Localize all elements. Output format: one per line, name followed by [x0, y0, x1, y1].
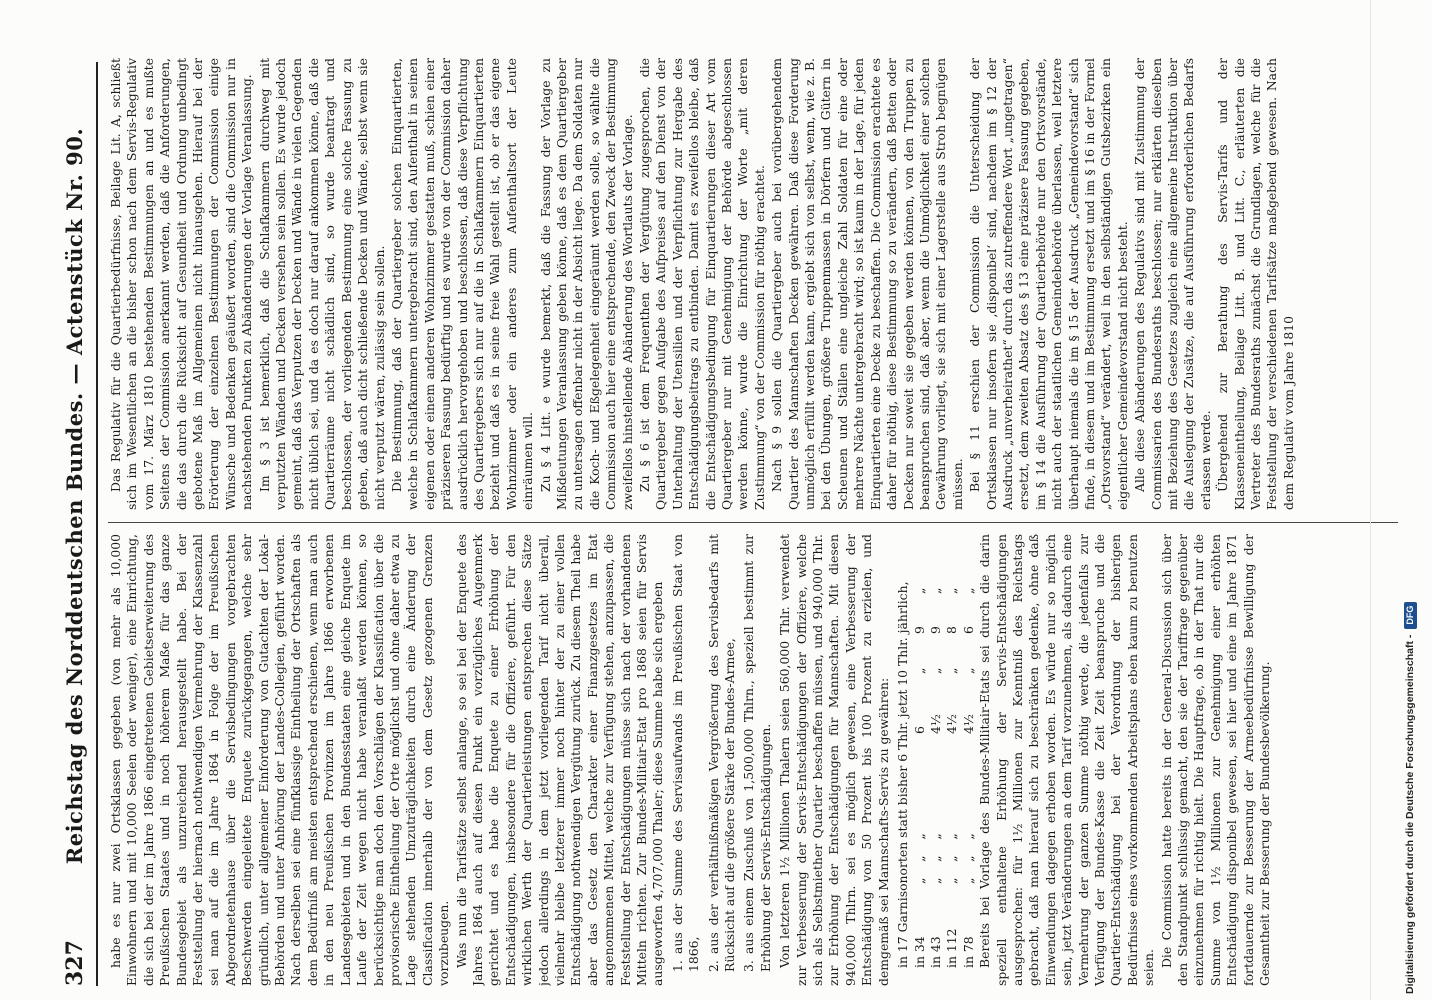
item-number: 1. — [669, 960, 685, 972]
garrison-count — [928, 884, 944, 968]
ditto-mark: „ — [960, 833, 976, 840]
right-column — [108, 58, 1408, 510]
numbered-item — [706, 534, 739, 972]
page-header — [58, 62, 92, 986]
garrison-count — [944, 884, 960, 968]
garrison-row — [928, 534, 944, 986]
paragraph: Bei § 11 erschien der Commission die Unterscheidung der Ortsklassen nur insofern sie ,disponibel‘ sind, nachdem im § 12 der Ausdruck „unverheirathet“ durch das zutreffendere Wort „ungetragen“ ersetzt, dem zweiten Absatz des § 13 eine präzisere Fassung gegeben, im § 14 die Ausführung der Quartierbehörde nur den Ortsvorstände, nicht auch der staatlichen Gemeindebehörde überlassen, weil letztere überhaupt niemals die im § 15 der Ausdruck „Gemeindevorstand“ sich finde, in diesem und im Bestimmung ersetzt und im § 16 in der Formel „Ortsvorstand“ verändert, weil in den selbständigen Gutsbezirken ein eigentlicher Gemeindevorstand nicht besteht. — [967, 58, 1130, 510]
dfg-logo: DFG — [1404, 602, 1417, 629]
ditto-mark: „ — [944, 877, 960, 884]
ditto-mark: „ — [927, 833, 943, 840]
paragraph: Nach § 9 sollen die Quartiergeber auch bei vorübergehendem Quartier des Mannschaften Decken gewähren. Daß diese Forderung unmöglich erfüllt werden kann, ergiebt sich von selbst, wenn, wie z. B. bei den Übungen, größere Truppenmassen in Dörfern und Gütern in Scheunen und Ställen eine ungleiche Zahl Soldaten für eine oder mehrere Nächte untergebracht wird; so ist kaum in der Lage, für jeden Einquartierten eine Decke zu beschaffen. Die Commission erachtete es daher für nöthig, diese Bestimmung so zu verändern, daß Betten oder Decken nur soweit sie gegeben werden können, von den Truppen zu beanspruchen sind, daß aber, wenn die Unmöglichkeit einer solchen Gewährung vorliegt, sie sich mit einer Lagerstelle aus Stroh begnügen müssen. — [769, 58, 965, 510]
ditto-mark: „ — [911, 587, 927, 594]
item-text: aus einem Zuschuß von 1,500,000 Thlrn., speziell bestimmt zur Erhöhung der Servis-Entschädigungen. — [741, 534, 773, 972]
garrison-row — [912, 534, 928, 986]
ditto-marks — [928, 734, 944, 884]
ditto-mark: „ — [944, 667, 960, 674]
credit-text: Digitalisierung gefördert durch die Deutsche Forschungsgemeinschaft - — [1404, 634, 1416, 994]
ditto-mark: „ — [960, 587, 976, 594]
ditto-mark: „ — [911, 877, 927, 884]
garrison-number: 43 — [927, 936, 943, 953]
page-number: 327 — [62, 940, 88, 986]
paragraph: Zu § 4 Litt. e wurde bemerkt, daß die Fassung der Vorlage zu Mißdeutungen Veranlassung geben könne, daß es dem Quartiergeber zu untersagen offenbar nicht in der Absicht liege. Da dem Soldaten nur die Koch- und Eßgelegenheit eingeräumt werden solle, so wählte die Commission auch hier eine entsprechende, den Zweck der Bestimmung zweifellos hinstellende Abänderung des Wortlauts der Vorlage. — [537, 58, 635, 510]
garrison-in: in — [911, 956, 927, 968]
new-rate: 6 — [960, 626, 976, 634]
garrison-number: 34 — [911, 936, 927, 953]
old-rate: 4½ — [927, 714, 943, 734]
paragraph: Von letzteren 1½ Millionen Thalern seien 560,000 Thlr. verwendet zur Verbesserung der Servis-Entschädigungen der Offiziere, welche sich als Selbstmiether Quartier beschaffen müssen, und 940,000 Thlr. zur Erhöhung der Entschädigungen für Mannschaften. Mit diesen 940,000 Thlrn. sei es möglich gewesen, eine Verbesserung der Entschädigung von 50 Prozent bis 100 Prozent zu erzielen, und demgemäß sei Mannschafts-Servis zu gewähren: — [777, 534, 891, 986]
item-number: 2. — [705, 960, 721, 972]
old-rate: 4½ — [960, 714, 976, 734]
paragraph: Die Bestimmung, daß der Quartiergeber solchen Einquartierten, welche in Schlafkammern untergebracht sind, den Aufenthalt in seinen eigenen oder einem anderen Wohnzimmer gestatten muß, schien einer präziseren Fassung bedürftig und es wurde von der Commission daher ausdrücklich hervorgehoben und beschlossen, daß diese Verpflichtung des Quartiergebers sich nur auf die in Schlafkammern Einquartierten bezieht und daß es in seine freie Wahl gestellt ist, ob er das eigene Wohnzimmer oder ein anderes zum Aufenthaltsort der Leute einräumen will. — [388, 58, 536, 510]
item-text: aus der verhältnißmäßigen Vergrößerung des Servisbedarfs mit Rücksicht auf die größere Stärke der Bundes-Armee, — [705, 534, 738, 972]
ditto-mark: „ — [927, 667, 943, 674]
ditto-marks — [912, 734, 928, 884]
garrison-in: in — [944, 956, 960, 968]
garrison-in: in — [960, 956, 976, 968]
numbered-item — [741, 534, 774, 972]
paragraph: habe es nur zwei Ortsklassen gegeben (von mehr als 10,000 Einwohnern und mit 10,000 Seelen oder weniger), eine Einrichtung, die sich bei der im Jahre 1866 eingetretenen Gebietserweiterung des Preußischen Staates und in noch höherem Maße für das ganze Bundesgebiet als unzureichend herausgestellt habe. Bei der Feststellung der hiernach nothwendigen Vermehrung der Klassenzahl sei man auf die im Jahre 1864 in Folge der im Preußischen Abgeordnetenhause über die Servisbedingungen vorgebrachten Beschwerden eingeleitete Enquete zurückgegangen, welche sehr gründlich, unter allgemeiner Einforderung von Gutachten der Lokal-Behörden und unter Anhörung der Landes-Collegien, geführt worden. Nach derselben sei eine fünfklassige Eintheilung der Ortschaften als dem Bedürfniß am meisten entsprechend erschienen, wenn man auch in den neu Preußischen Provinzen im Jahre 1866 erworbenen Landesgebieten und in den Bundesstaaten eine gleiche Enquete im Laufe der Zeit wegen nicht habe veranlaßt werden können, so berücksichtige man doch den Vorschlägen der Klassification über die provisorische Eintheilung der Orte möglichst und ohne daher etwa zu Lage stehenden Umzuträglichkeiten durch eine Änderung der Classification innerhalb der von dem Gesetz gezogenen Grenzen vorzubeugen. — [108, 534, 452, 986]
garrison-intro: in 17 Garnisonorten statt bisher 6 Thlr. jetzt 10 Thlr. jährlich, — [895, 581, 911, 968]
new-rate: 9 — [911, 626, 927, 634]
paragraph: Im § 3 ist bemerklich, daß die Schlafkammern durchweg mit verputzten Wänden und Decken versehen sein sollen. Es wurde jedoch gemeint, daß das Verputzen der Decken und Wände in vielen Gegenden nicht üblich sei, und da es doch nur darauf ankommen könne, daß die Quartierräume nicht schädlich sind, so wurde beantragt und beschlossen, der vorliegenden Bestimmung eine solche Fassung zu geben, daß auch dicht schließende Decken und Wände, selbst wenn sie nicht verputzt wären, zulässig sein sollen. — [256, 58, 387, 510]
paragraph: Bereits bei Vorlage des Bundes-Militair-Etats sei durch die darin speziell enthaltene Erhöhung der Servis-Entschädigungen ausgesprochen: für 1½ Millionen zur Kenntniß des Reichstags gebracht, daß man hierauf sich zu beschränken gedenke, ohne daß Einwendungen dagegen erhoben worden. Es würde nur so möglich sein, jetzt Veränderungen an dem Tarif vorzunehmen, als dadurch eine Vermehrung der ganzen Summe nöthig werde, die jedenfalls zur Verfügung der Bundes-Kasse die Zeit Zeit beanspruche und die Quartier-Entschädigung bei der Verordnung der bisherigen Bedürfnisse eines vorkommenden Arbeitsplans eben kaum zu benutzen seien. — [977, 534, 1157, 986]
paragraph: Die Commission hatte bereits in der General-Discussion sich über den Standpunkt schlüssig gemacht, den sie der Tariffrage gegenüber einzunehmen für richtig hielt. Die Hauptfrage, ob in der That nur die Summe von 1½ Millionen zur Genehmigung einer erhöhten Entschädigung disponibel gewesen, sei hier und eine im Jahre 1871 fortdauernde zur Besserung der Armeebedürfnisse Bewilligung der Gesamtheit zur Besserung der Bundesbevölkerung. — [1158, 534, 1273, 986]
ditto-mark: „ — [944, 855, 960, 862]
ditto-marks — [944, 734, 960, 884]
ditto-mark: „ — [960, 855, 976, 862]
ditto-mark: „ — [911, 833, 927, 840]
ditto-mark: „ — [944, 833, 960, 840]
ditto-marks — [961, 734, 977, 884]
digitization-credit — [1397, 6, 1423, 994]
ditto-mark: „ — [944, 587, 960, 594]
paragraph: Das Regulativ für die Quartierbedürfnisse, Beilage Lit. A, schließt sich im Wesentlichen an die bisher schon nach dem Servis-Regulativ vom 17. März 1810 bestehenden Bestimmungen an und es mußte Seitens der Commission anerkannt werden, daß die Anforderungen, die das durch die Rücksicht auf Gesundheit und Ordnung unbedingt gebotene Maß im Allgemeinen nicht hinausgehen. Hierauf bei der Erörterung der einzelnen Bestimmungen der Commission einige Wünsche und Bedenken geäußert worden, sind die Commission nur in nachstehenden Punkten zu Abänderungen der Vorlage Veranlassung. — [108, 58, 255, 510]
numbered-item — [670, 534, 703, 972]
ditto-mark: „ — [960, 667, 976, 674]
garrison-in: in — [927, 956, 943, 968]
ditto-mark: „ — [960, 877, 976, 884]
paragraph: Alle diese Abänderungen des Regulativs sind mit Zustimmung der Commissarien des Bundesraths beschlossen; nur erklärten dieselben mit Beziehung des Gesetzes zugleich eine allgemeine Instruktion über die Auslegung der Zusätze, die auf Ausführung erforderlichen Bedarfs erlassen werde. — [1132, 58, 1213, 510]
garrison-number: 78 — [960, 936, 976, 953]
paragraph: Übergehend zur Berathung des Servis-Tarifs und der Klasseneintheilung, Beilage Litt. B. und Litt. C., erläuterten die Vertreter des Bundesraths zunächst die Grundlagen, welche für die Feststellung der verschiedenen Tarifsätze maßgebend gewesen. Nach dem Regulativ vom Jahre 1810 — [1215, 58, 1296, 510]
ditto-mark: „ — [927, 855, 943, 862]
ditto-mark: „ — [911, 667, 927, 674]
paragraph: Zu § 6 ist dem Frequenthen der Vergütung zugesprochen, die Quartiergeber gegen Aufgabe des Aufpreises auf den Dienst von der Unterhaltung der Utensilien und der Verpflichtung zur Hergabe des Entschädigungsbeitrags zu entbinden. Damit es zweifellos bleibe, daß die Entschädigungsbedingung für Einquartierungen dieser Art vom Quartiergeber nur mit Genehmigung der Behörde abgeschlossen werden könne, wurde die Einrichtung der Worte „mit deren Zustimmung“ von der Commission für nöthig erachtet. — [637, 58, 767, 510]
ditto-mark: „ — [927, 587, 943, 594]
garrison-count — [912, 884, 928, 968]
garrison-count — [961, 884, 977, 968]
new-rate: 9 — [927, 626, 943, 634]
garrison-row — [961, 534, 977, 986]
paragraph: Was nun die Tarifsätze selbst anlange, so sei bei der Enquete des Jahres 1864 auch auf diesen Punkt ein vorzügliches Augenmerk gerichtet und es habe die Enquete zu einer Erhöhung der Entschädigungen, insbesondere für die Offiziere, geführt. Für den wirklichen Werth der Quartierleistungen entsprechen diese Sätze jedoch allerdings in dem jetzt vorliegenden Tarif nicht überall, vielmehr bleibe letzterer immer noch hinter der zu einer vollen Entschädigung nothwendigen Vergütung zurück. Zu diesem Theil habe aber das Gesetz den Charakter einer Finanzgesetzes im Etat angenommenen Mittel, welche zur Verfügung stehen, anzupassen, die Feststellung der Entschädigungen müsse sich nach der vorhandenen Mitteln richten. Zur Bundes-Militair-Etat pro 1868 seien für Servis ausgeworfen 4,707,000 Thaler; diese Summe habe sich ergeben — [453, 534, 666, 986]
running-head: Reichstag des Norddeutschen Bundes. — Actenstück Nr. 90. — [62, 127, 87, 865]
garrison-number: 112 — [944, 928, 960, 953]
header-rule — [96, 62, 98, 986]
scan-edge — [1370, 0, 1371, 1000]
left-column — [108, 534, 1408, 986]
old-rate: 4½ — [944, 714, 960, 734]
ditto-mark: „ — [927, 877, 943, 884]
old-rate: 6 — [911, 726, 927, 734]
new-rate: 8 — [944, 626, 960, 634]
garrison-row — [944, 534, 960, 986]
item-number: 3. — [741, 960, 757, 972]
credit-text-block — [1397, 6, 1423, 994]
item-text: aus der Summe des Servisaufwands im Preußischen Staat von 1866, — [669, 534, 702, 972]
column-divider — [108, 522, 1398, 523]
ditto-mark: „ — [911, 855, 927, 862]
